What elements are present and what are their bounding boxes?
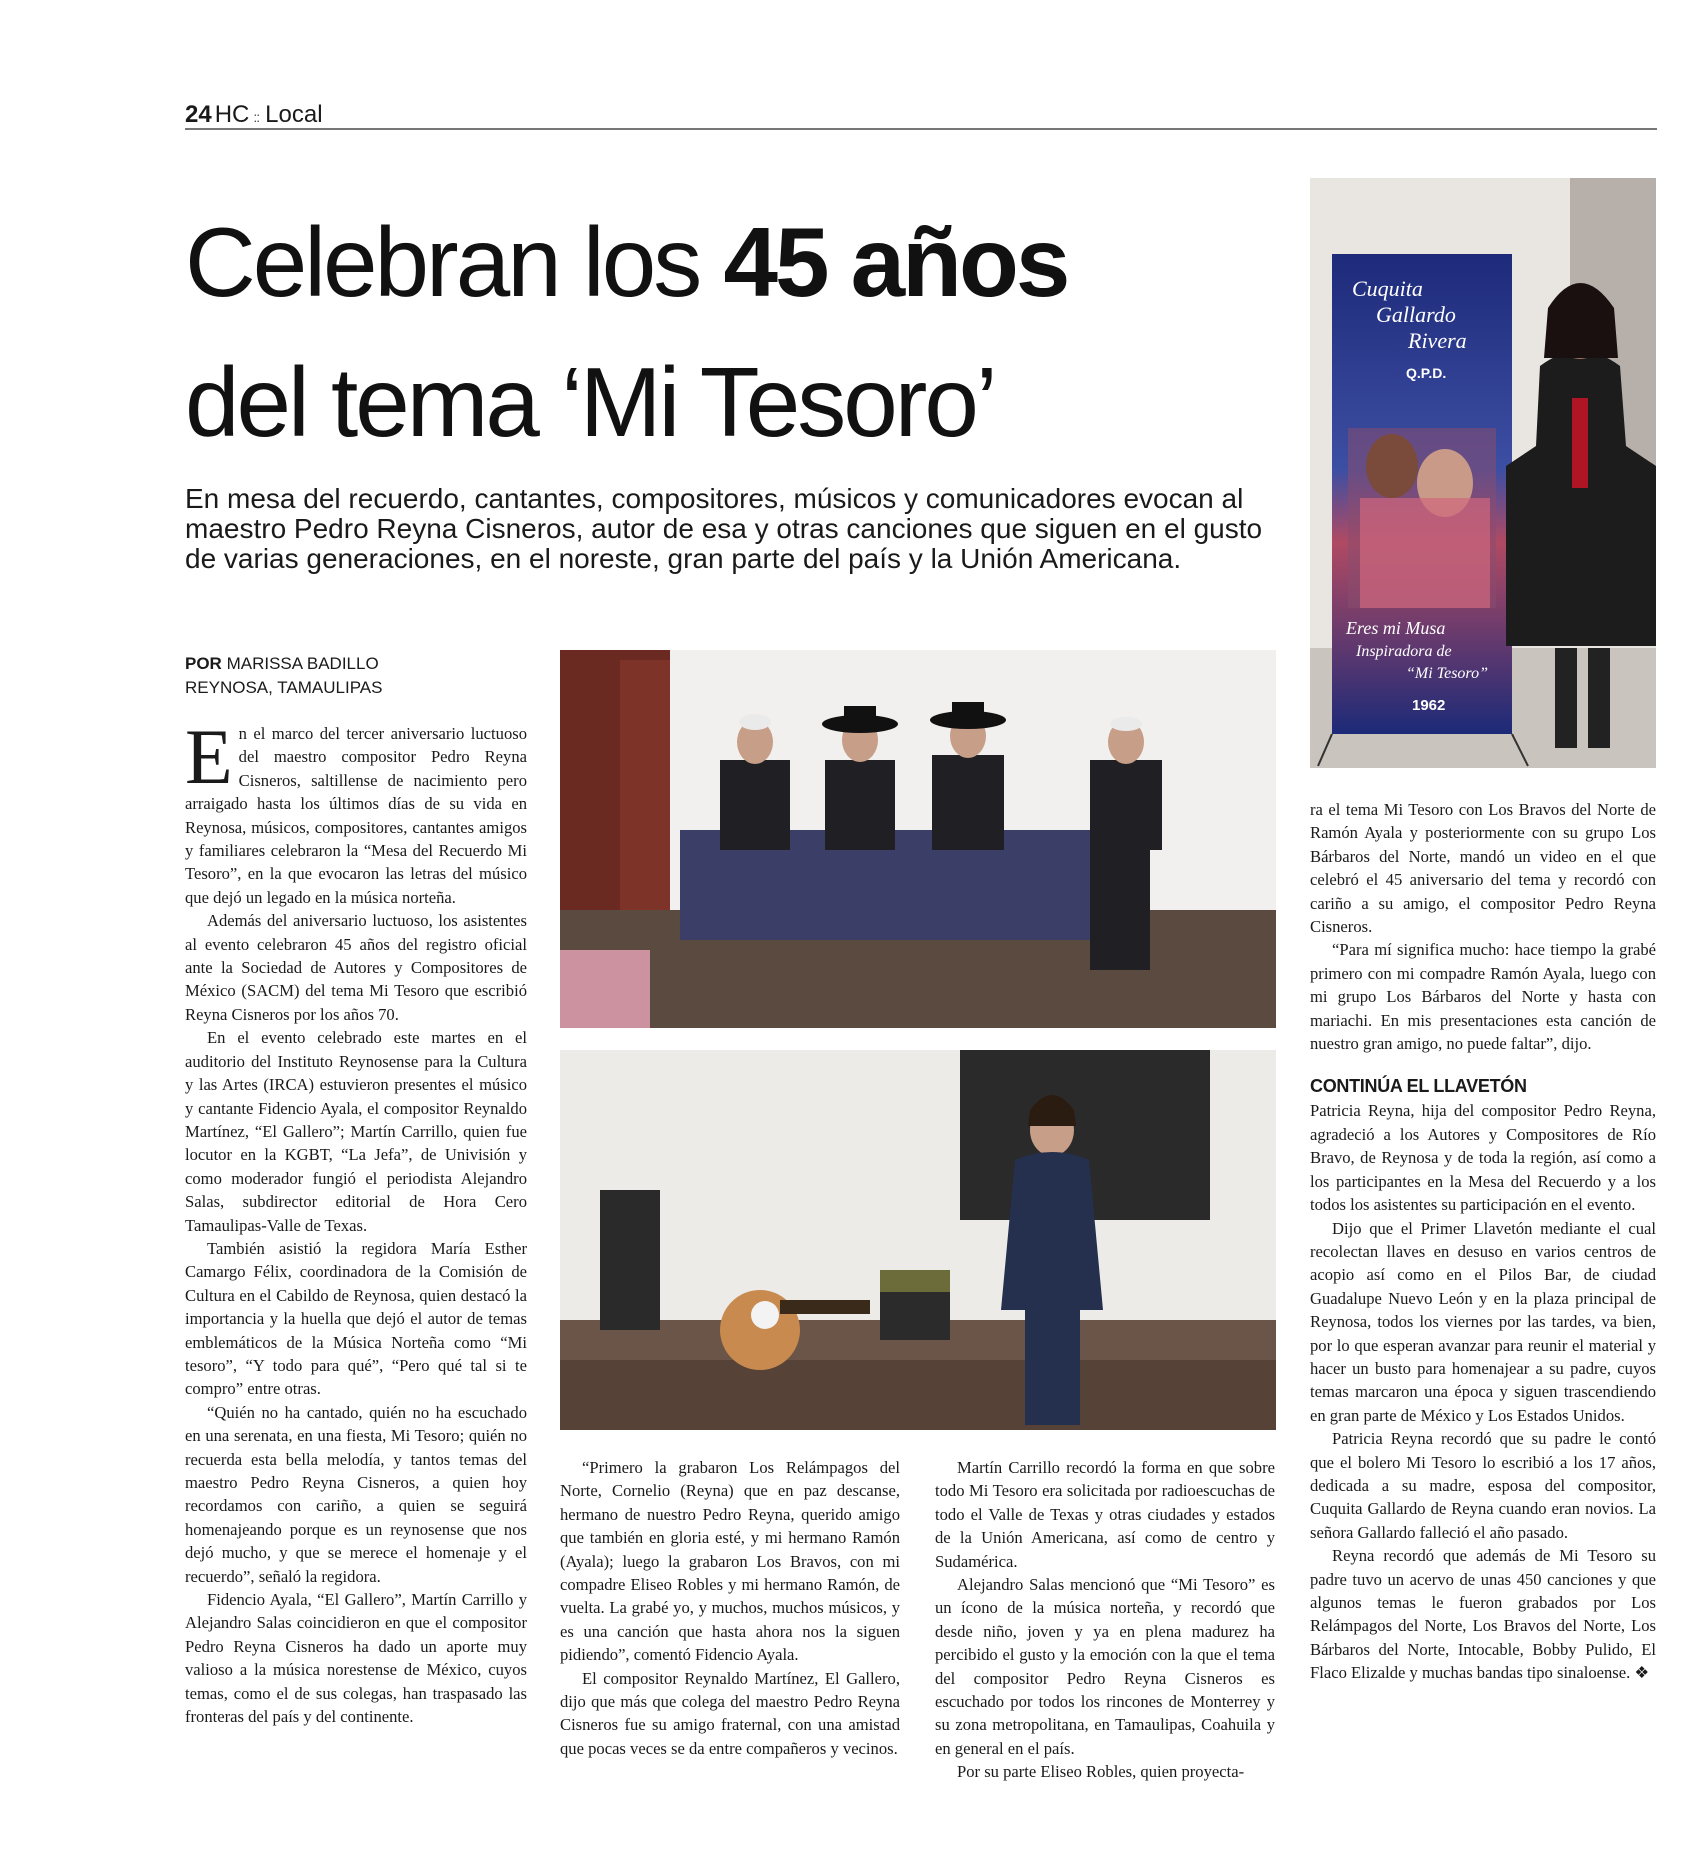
- article-column-4: [1310, 798, 1656, 1685]
- article-paragraph: Dijo que el Primer Llavetón mediante el cual recolectan llaves en desuso en varios centros de acopio así como en el Pilos Bar, de ciudad Guadalupe Nuevo León y en la plaza principal de Reynosa, todos los viernes por las tardes, va bien, por lo que esperan avanzar para reunir el material y hacer un busto para homenajear a su padre, cuyos temas marcaron una época y siguen trascendiendo en gran parte de México y Los Estados Unidos.: [1310, 1218, 1656, 1425]
- headline-line-1: [185, 192, 1280, 332]
- headline-bold: 45 años: [723, 207, 1068, 317]
- banner-year: 1962: [1412, 697, 1446, 714]
- brand-name: HC: [214, 101, 250, 128]
- banner-name-line-2: Gallardo: [1376, 302, 1456, 327]
- headline: [185, 192, 1280, 472]
- article-paragraph: Patricia Reyna recordó que su padre le contó que el bolero Mi Tesoro lo escribió a los 17 años, dedicada a su madre, esposa del compositor, Cuquita Gallardo de Reyna cuando eran novios. La señora Gallardo falleció el año pasado.: [1310, 1429, 1656, 1542]
- article-paragraph: Martín Carrillo recordó la forma en que sobre todo Mi Tesoro era solicitada por radioescuchas de todo el Valle de Texas y otras ciudades y estados de la Unión Americana, así como de centro y Sudamérica.: [935, 1458, 1275, 1571]
- article-column-1: [185, 713, 527, 1728]
- article-column-2: [560, 1456, 900, 1760]
- article-paragraph: Alejandro Salas mencionó que “Mi Tesoro” es un ícono de la música norteña, y recordó que desde niño, joven y ya en plena madurez ha percibido el gusto y la emoción con la que el tema del compositor Pedro Reyna Cisneros es escuchado por todos los rincones de Monterrey y su zona metropolitana, en Tamaulipas, Coahuila y en general en el país.: [935, 1575, 1275, 1758]
- article-paragraph: “Quién no ha cantado, quién no ha escuchado en una serenata, en una fiesta, Mi Tesoro; quién no recuerda esta bella melodía, y tantos temas del maestro Pedro Reyna Cisneros, a quien hoy recordamos con cariño, a quien se seguirá homenajeando porque es un reynosense que nos dejó mucho, y que se merece el homenaje y el recuerdo”, señaló la regidora.: [185, 1402, 527, 1586]
- folio-rule: [185, 128, 1657, 130]
- banner-motto-1: Eres mi Musa: [1346, 618, 1446, 638]
- article-paragraph: En el evento celebrado este martes en el auditorio del Instituto Reynosense para la Cultura y las Artes (IRCA) estuvieron presentes el músico y cantante Fidencio Ayala, el compositor Reynaldo Martínez, “El Gallero”; Martín Carrillo, quien fue locutor en la KGBT, “La Jefa”, de Univisión y como moderador fungió el periodista Alejandro Salas, subdirector editorial de Hora Cero Tamaulipas-Valle de Texas.: [185, 1028, 527, 1235]
- paragraph-text: Reyna recordó que además de Mi Tesoro su padre tuvo un acervo de unas 450 canciones y que algunos temas le fueron grabados por Los Relámpagos del Norte, Los Bravos del Norte, Los Bárbaros del Norte, Intocable, Bobby Pulido, El Flaco Elizalde y muchas bandas tipo sinaloense.: [1310, 1546, 1656, 1683]
- article-paragraph: El compositor Reynaldo Martínez, El Gallero, dijo que más que colega del maestro Pedro Reyna Cisneros fue su amigo fraternal, con una amistad que pocas veces se da entre compañeros y vecinos.: [560, 1668, 900, 1758]
- article-paragraph: “Primero la grabaron Los Relámpagos del Norte, Cornelio (Reyna) que en paz descanse, hermano de nuestro Pedro Reyna, querido amigo que también en gloria esté, y mi hermano Ramón (Ayala); luego la grabaron Los Bravos, con mi compadre Eliseo Robles y mi hermano Ramón, de vuelta. La grabé yo, y muchos, muchos músicos, y es una canción que hasta ahora nos la siguen pidiendo”, comentó Fidencio Ayala.: [560, 1458, 900, 1665]
- article-paragraph: “Para mí significa mucho: hace tiempo la grabé primero con mi compadre Ramón Ayala, luego con mi grupo Los Bárbaros del Norte y hasta con mariachi. En mis presentaciones esta canción de nuestro gran amigo, no puede faltar”, dijo.: [1310, 940, 1656, 1054]
- byline-author: MARISSA BADILLO: [226, 654, 379, 673]
- end-mark-icon: ❖: [1634, 1663, 1650, 1683]
- banner-name-line-3: Rivera: [1408, 328, 1467, 353]
- article-paragraph: Por su parte Eliseo Robles, quien proyecta-: [957, 1762, 1245, 1782]
- photo-speaker-stage: [560, 1050, 1276, 1430]
- headline-line-2: del tema ‘Mi Tesoro’: [185, 347, 995, 457]
- article-subhead: CONTINÚA EL LLAVETÓN: [1310, 1076, 1527, 1097]
- byline-location: REYNOSA, TAMAULIPAS: [185, 678, 383, 697]
- section-name: Local: [265, 101, 323, 128]
- article-paragraph: Fidencio Ayala, “El Gallero”, Martín Carrillo y Alejandro Salas coincidieron en que el compositor Pedro Reyna Cisneros ha dado un aporte muy valioso a la música norestense de México, cuyos temas, como el de sus colegas, han traspasado las fronteras del país y del continente.: [185, 1590, 527, 1727]
- banner-motto-3: “Mi Tesoro”: [1406, 665, 1488, 682]
- headline-regular: Celebran los: [185, 207, 724, 317]
- paragraph-text: n el marco del tercer aniversario luctuoso del maestro compositor Pedro Reyna Cisneros, saltillense de nacimiento pero arraigado hasta los últimos días de su vida en Reynosa, músicos, compositores, cantantes amigos y familiares celebraron la “Mesa del Recuerdo Mi Tesoro”, en la que evocaron las letras del músico que dejó un legado en la música norteña.: [185, 724, 527, 907]
- article-paragraph: Además del aniversario luctuoso, los asistentes al evento celebraron 45 años del registro oficial ante la Sociedad de Autores y Compositores de México (SACM) del tema Mi Tesoro que escribió Reyna Cisneros por los años 70.: [185, 911, 527, 1024]
- byline: [185, 652, 505, 700]
- photo-panel-table: [560, 650, 1276, 1028]
- article-paragraph: Patricia Reyna, hija del compositor Pedro Reyna, agradeció a los Autores y Compositores de Río Bravo, de Reynosa y de toda la región, así como a los participantes en la Mesa del Recuerdo y a los todos los asistentes su participación en el evento.: [1310, 1101, 1656, 1215]
- article-paragraph: También asistió la regidora María Esther Camargo Félix, coordinadora de la Comisión de Cultura en el Cabildo de Reynosa, quien destacó la importancia y la huella que dejó el autor de temas emblemáticos de la Música Norteña como “Mi tesoro”, “Y todo para qué”, “Pero qué tal si te compro” entre otras.: [185, 1238, 527, 1399]
- drop-cap: E: [185, 713, 233, 800]
- page-folio: [185, 100, 1657, 130]
- deck: En mesa del recuerdo, cantantes, compositores, músicos y comunicadores evocan al maestro Pedro Reyna Cisneros, autor de esa y otras canciones que siguen en el gusto de varias generaciones, en el noreste, gran parte del país y la Unión Americana.: [185, 483, 1263, 574]
- banner-qpd: Q.P.D.: [1406, 365, 1447, 381]
- banner-motto-2: Inspiradora de: [1356, 643, 1452, 660]
- article-paragraph: ra el tema Mi Tesoro con Los Bravos del Norte de Ramón Ayala y posteriormente con su grupo Los Bárbaros del Norte, mandó un video en el que celebró el 45 aniversario del tema y recordó con cariño a su amigo, el compositor Pedro Reyna Cisneros.: [1310, 800, 1656, 937]
- banner-name-line-1: Cuquita: [1352, 276, 1423, 301]
- byline-por: POR: [185, 654, 222, 673]
- article-paragraph: [185, 713, 527, 909]
- photo-banner-portrait: [1310, 178, 1656, 768]
- folio-separator: ::: [253, 109, 260, 125]
- article-column-3: [935, 1456, 1275, 1784]
- article-paragraph: [1310, 1544, 1656, 1684]
- page-number: 24: [185, 101, 212, 128]
